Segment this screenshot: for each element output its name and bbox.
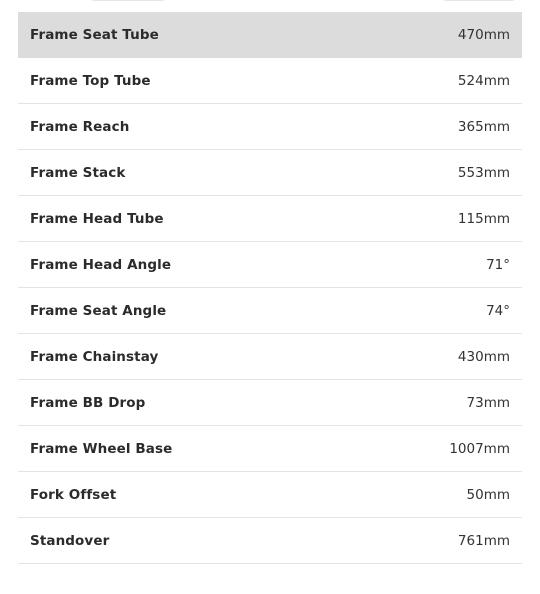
spec-label: Frame Head Angle [30, 256, 172, 273]
spec-row-frame-seat-tube[interactable] [18, 12, 522, 58]
spec-value: 1007mm [449, 440, 510, 457]
spec-row-standover[interactable] [18, 518, 522, 564]
spec-label: Frame Seat Tube [30, 26, 159, 43]
spec-row-frame-bb-drop[interactable] [18, 380, 522, 426]
spec-row-frame-top-tube[interactable] [18, 58, 522, 104]
spec-value: 470mm [457, 26, 510, 43]
spec-row-fork-offset[interactable] [18, 472, 522, 518]
spec-label: Frame Reach [30, 118, 130, 135]
spec-label: Frame Wheel Base [30, 440, 173, 457]
spec-value: 71° [486, 256, 510, 273]
top-tab-hint-left [92, 0, 164, 1]
spec-value: 115mm [457, 210, 510, 227]
spec-row-frame-head-angle[interactable] [18, 242, 522, 288]
spec-value: 50mm [466, 486, 510, 503]
spec-value: 365mm [457, 118, 510, 135]
geometry-spec-table [18, 12, 522, 564]
spec-value: 73mm [466, 394, 510, 411]
spec-value: 74° [486, 302, 510, 319]
spec-label: Fork Offset [30, 486, 117, 503]
spec-label: Frame Chainstay [30, 348, 159, 365]
spec-label: Frame BB Drop [30, 394, 146, 411]
spec-label: Frame Top Tube [30, 72, 151, 89]
spec-label: Frame Head Tube [30, 210, 164, 227]
spec-value: 761mm [457, 532, 510, 549]
spec-value: 524mm [457, 72, 510, 89]
spec-row-frame-head-tube[interactable] [18, 196, 522, 242]
spec-row-frame-seat-angle[interactable] [18, 288, 522, 334]
spec-row-frame-reach[interactable] [18, 104, 522, 150]
spec-value: 553mm [457, 164, 510, 181]
spec-label: Standover [30, 532, 110, 549]
spec-row-frame-wheel-base[interactable] [18, 426, 522, 472]
top-tab-hint-right [444, 0, 514, 1]
spec-label: Frame Stack [30, 164, 126, 181]
spec-value: 430mm [457, 348, 510, 365]
spec-row-frame-chainstay[interactable] [18, 334, 522, 380]
spec-label: Frame Seat Angle [30, 302, 167, 319]
spec-row-frame-stack[interactable] [18, 150, 522, 196]
